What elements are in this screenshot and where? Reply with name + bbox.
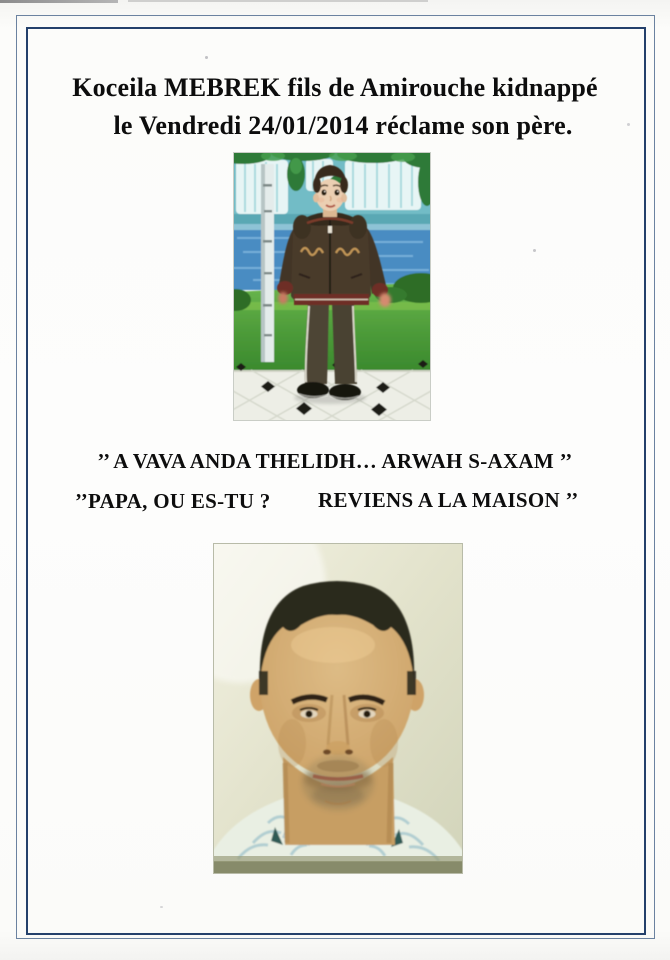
french-quote-left: ’’PAPA, OU ES-TU ? — [75, 489, 271, 513]
scan-edge-artifact — [0, 0, 118, 3]
title-line-2: le Vendredi 24/01/2014 réclame son père. — [113, 111, 573, 140]
child-photo — [233, 152, 431, 421]
title-line-1: Koceila MEBREK fils de Amirouche kidnappé — [72, 73, 598, 102]
kabyle-quote: ’’ A VAVA ANDA THELIDH… ARWAH S-AXAM ’’ — [97, 449, 573, 473]
father-photo-illustration — [213, 543, 463, 874]
poster-title — [40, 69, 630, 145]
french-quote-right: REVIENS A LA MAISON ’’ — [318, 488, 579, 512]
child-photo-illustration — [233, 152, 431, 421]
father-photo — [213, 543, 463, 874]
scan-edge-artifact — [128, 0, 428, 2]
